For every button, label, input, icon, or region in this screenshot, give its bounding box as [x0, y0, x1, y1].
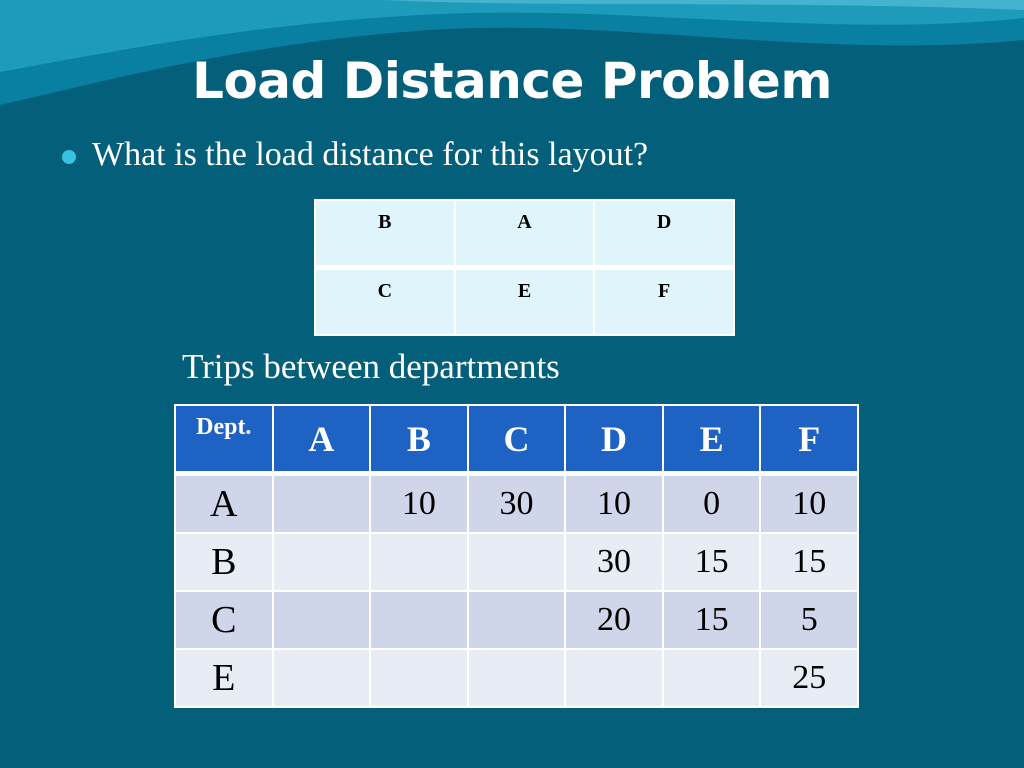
- layout-grid: [314, 199, 735, 336]
- layout-cell: B: [315, 200, 455, 268]
- table-row: [175, 533, 858, 591]
- table-cell: 20: [565, 591, 663, 649]
- table-row: [175, 474, 858, 534]
- table-cell: 30: [565, 533, 663, 591]
- table-cell: 30: [468, 474, 566, 534]
- header-cell-dept: Dept.: [175, 405, 273, 474]
- table-cell: 10: [760, 474, 858, 534]
- table-row: [175, 649, 858, 707]
- table-cell: [273, 474, 371, 534]
- table-cell: [370, 649, 468, 707]
- layout-row: [315, 200, 734, 268]
- header-cell: D: [565, 405, 663, 474]
- table-cell: 15: [663, 533, 761, 591]
- table-cell: 10: [370, 474, 468, 534]
- header-cell: C: [468, 405, 566, 474]
- table-cell: [663, 649, 761, 707]
- table-cell: 25: [760, 649, 858, 707]
- table-cell: [370, 591, 468, 649]
- layout-cell: C: [315, 268, 455, 336]
- table-cell: 10: [565, 474, 663, 534]
- layout-cell: F: [594, 268, 734, 336]
- trips-table: [174, 404, 859, 708]
- layout-cell: A: [455, 200, 595, 268]
- layout-cell: D: [594, 200, 734, 268]
- table-cell: 15: [760, 533, 858, 591]
- table-cell: [565, 649, 663, 707]
- table-cell: [273, 533, 371, 591]
- layout-cell: E: [455, 268, 595, 336]
- header-cell: B: [370, 405, 468, 474]
- table-cell: [273, 591, 371, 649]
- table-cell: [370, 533, 468, 591]
- table-cell: 15: [663, 591, 761, 649]
- header-cell: A: [273, 405, 371, 474]
- header-row: [175, 405, 858, 474]
- row-header-cell: E: [175, 649, 273, 707]
- row-header-cell: B: [175, 533, 273, 591]
- table-cell: 0: [663, 474, 761, 534]
- layout-row: [315, 268, 734, 336]
- header-cell: F: [760, 405, 858, 474]
- header-cell: E: [663, 405, 761, 474]
- bullet-text: What is the load distance for this layout?: [92, 136, 649, 173]
- table-cell: [468, 591, 566, 649]
- table-cell: [273, 649, 371, 707]
- bullet-dot-icon: [62, 150, 76, 164]
- slide-title: Load Distance Problem: [192, 52, 832, 110]
- table-cell: [468, 533, 566, 591]
- row-header-cell: A: [175, 474, 273, 534]
- table-cell: 5: [760, 591, 858, 649]
- table-cell: [468, 649, 566, 707]
- trips-table-label: Trips between departments: [182, 347, 560, 386]
- row-header-cell: C: [175, 591, 273, 649]
- table-row: [175, 591, 858, 649]
